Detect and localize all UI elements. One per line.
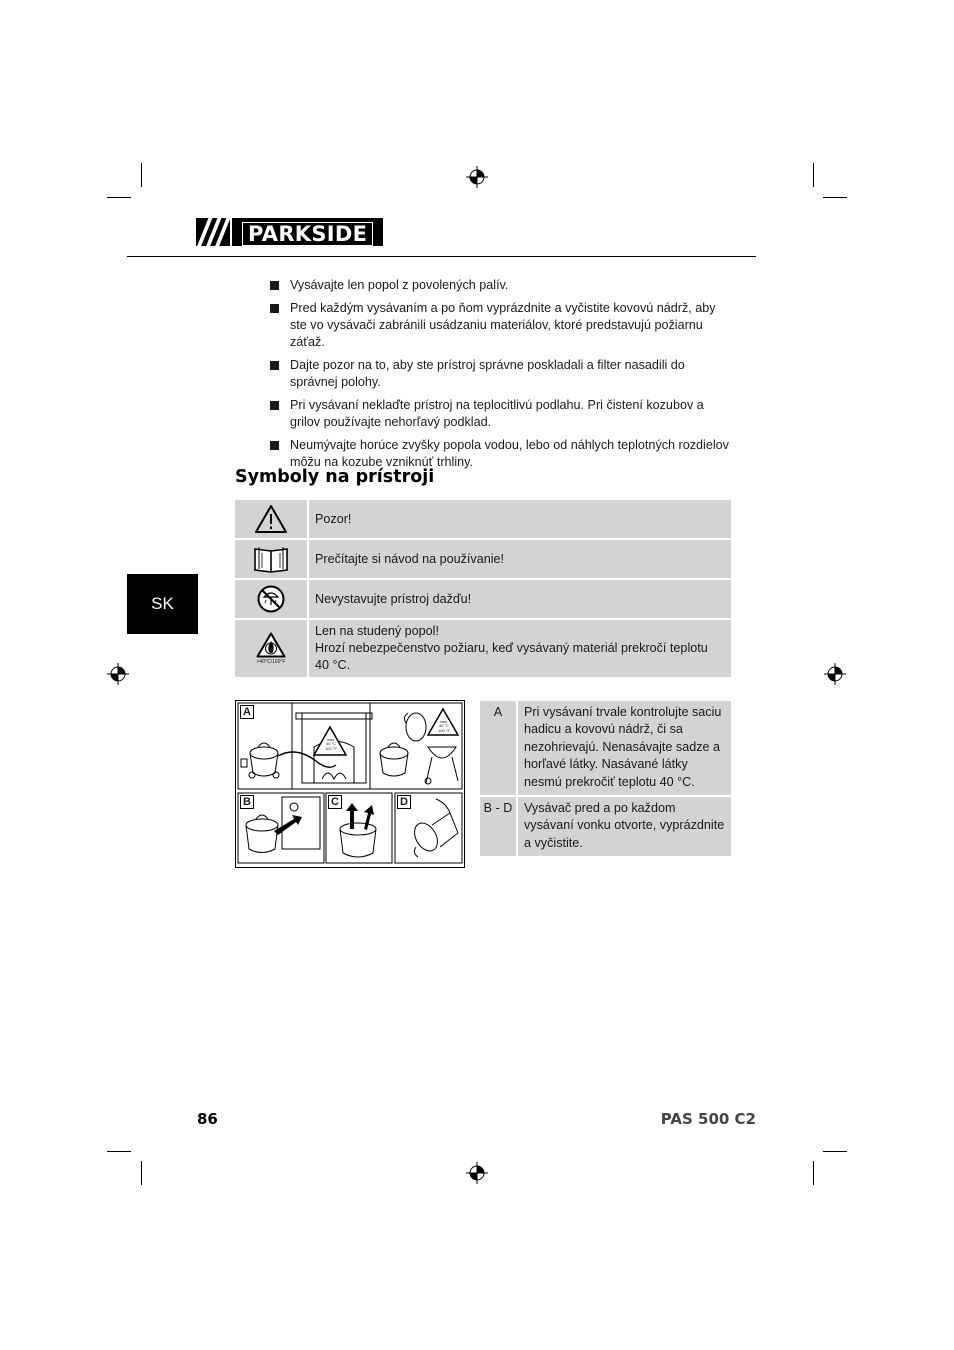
crop-mark: [141, 1161, 142, 1185]
fire-hazard-icon: [256, 632, 286, 658]
registration-mark-icon: [466, 166, 488, 188]
crop-mark: [813, 1161, 814, 1185]
header-divider: [127, 256, 756, 257]
page-number: 86: [197, 1110, 218, 1128]
list-item: Pri vysávaní neklaďte prístroj na teplocitlivú podlahu. Pri čistení kozubov a grilov používajte nehorľavý podklad.: [270, 397, 735, 431]
illustration-legend-table: [480, 701, 731, 858]
bullet-square-icon: [270, 361, 279, 370]
list-item: Vysávajte len popol z povolených palív.: [270, 277, 735, 294]
brand-name: PARKSIDE: [242, 222, 373, 246]
registration-mark-icon: [466, 1162, 488, 1184]
table-row: Nevystavujte prístroj dažďu!: [235, 580, 731, 620]
crop-mark: [823, 197, 847, 198]
crop-mark: [107, 197, 131, 198]
table-row: Prečítajte si návod na používanie!: [235, 540, 731, 580]
table-row: A Pri vysávaní trvale kontrolujte saciu hadicu a kovovú nádrž, či sa nezohrievajú. Nenasávajte sadze a horľavé látky. Nasávané látky nesmú prekročiť teplotu 40 °C.: [480, 701, 731, 797]
warning-label: max. 40 °C 100 °F: [325, 737, 337, 751]
warning-triangle-icon: [254, 504, 288, 534]
fire-hazard-icon-label: >40°C/100°F: [256, 659, 286, 665]
model-name: PAS 500 C2: [660, 1110, 756, 1128]
bullet-square-icon: [270, 401, 279, 410]
section-title: Symboly na prístroji: [235, 467, 435, 487]
panel-label: C: [328, 795, 342, 809]
no-rain-icon: [256, 584, 286, 614]
panel-label: D: [397, 795, 411, 809]
crop-mark: [107, 1151, 131, 1152]
bullet-square-icon: [270, 441, 279, 450]
brand-logo: [196, 218, 383, 246]
bullet-square-icon: [270, 304, 279, 313]
list-item: Dajte pozor na to, aby ste prístroj správne poskladali a filter nasadili do správnej polohy.: [270, 357, 735, 391]
logo-slashes-icon: [196, 218, 230, 246]
symbols-table: [235, 500, 731, 679]
safety-bullet-list: [270, 277, 735, 477]
bullet-square-icon: [270, 281, 279, 290]
manual-book-icon: [252, 545, 290, 573]
panel-label: A: [240, 705, 254, 719]
crop-mark: [823, 1151, 847, 1152]
table-row: B - D Vysávač pred a po každom vysávaní vonku otvorte, vyprázdnite a vyčistite.: [480, 797, 731, 858]
registration-mark-icon: [107, 663, 129, 685]
crop-mark: [141, 163, 142, 187]
panel-label: B: [240, 795, 254, 809]
table-row: Pozor!: [235, 500, 731, 540]
list-item: Neumývajte horúce zvyšky popola vodou, lebo od náhlych teplotných rozdielov môžu na kozube vzniknúť trhliny.: [270, 437, 735, 471]
vacuum-usage-drawing: [236, 701, 464, 867]
warning-label: max. 40 °C 100 °F: [438, 719, 450, 733]
usage-illustration: [235, 700, 465, 868]
language-tab: SK: [127, 574, 198, 634]
table-row: >40°C/100°F Len na studený popol! Hrozí nebezpečenstvo požiaru, keď vysávaný materiál prekročí teplotu 40 °C.: [235, 620, 731, 679]
registration-mark-icon: [824, 663, 846, 685]
crop-mark: [813, 163, 814, 187]
list-item: Pred každým vysávaním a po ňom vyprázdnite a vyčistite kovovú nádrž, aby ste vo vysávači zabránili usádzaniu materiálov, ktoré predstavujú požiarnu záťaž.: [270, 300, 735, 351]
